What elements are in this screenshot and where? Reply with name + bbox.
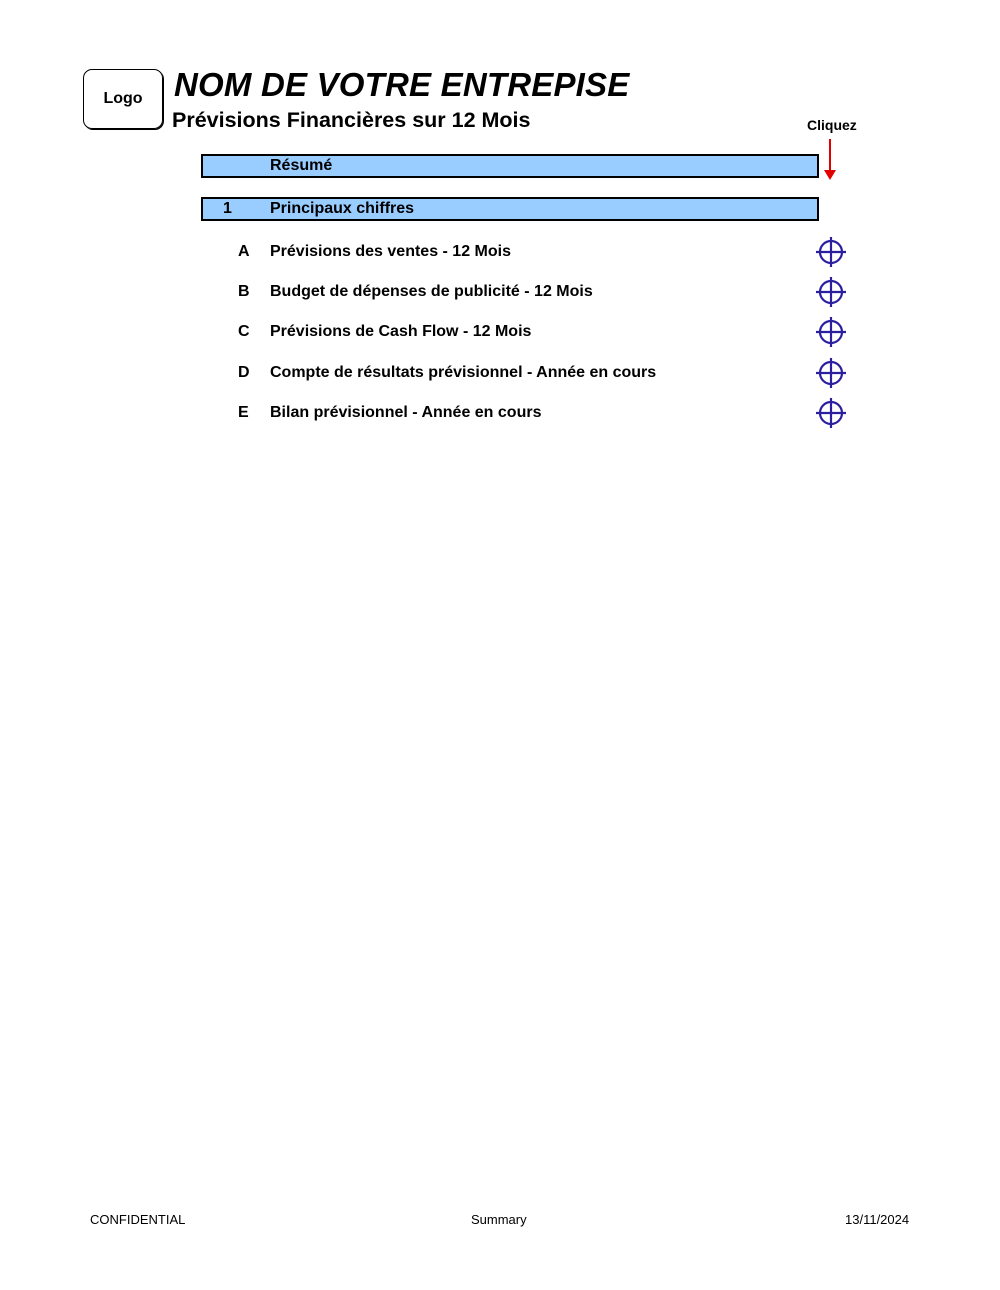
toc-item <box>200 402 860 438</box>
crosshair-target-icon[interactable] <box>815 316 847 348</box>
toc-item <box>200 321 860 357</box>
toc-item-label: Bilan prévisionnel - Année en cours <box>270 404 542 421</box>
summary-band-label: Résumé <box>270 157 333 174</box>
crosshair-target-icon[interactable] <box>815 397 847 429</box>
footer-sheet-name: Summary <box>471 1212 527 1227</box>
company-name: NOM DE VOTRE ENTREPISE <box>174 66 630 103</box>
toc-item-label: Compte de résultats prévisionnel - Année en cours <box>270 364 657 381</box>
toc-item-label: Budget de dépenses de publicité - 12 Mois <box>270 283 593 300</box>
toc-item <box>200 362 860 398</box>
toc-item-label: Prévisions de Cash Flow - 12 Mois <box>270 323 532 340</box>
section-label: Principaux chiffres <box>270 200 415 217</box>
section-number: 1 <box>223 200 232 217</box>
toc-item-letter: C <box>238 323 250 340</box>
toc-item-letter: B <box>238 283 250 300</box>
summary-band[interactable] <box>201 154 819 178</box>
toc-item-letter: D <box>238 364 250 381</box>
crosshair-target-icon[interactable] <box>815 357 847 389</box>
crosshair-target-icon[interactable] <box>815 236 847 268</box>
footer-confidential: CONFIDENTIAL <box>90 1212 186 1227</box>
page-subtitle: Prévisions Financières sur 12 Mois <box>172 108 531 132</box>
crosshair-target-icon[interactable] <box>815 276 847 308</box>
toc-item-letter: E <box>238 404 249 421</box>
footer-date: 13/11/2024 <box>845 1212 910 1227</box>
toc-item-label: Prévisions des ventes - 12 Mois <box>270 243 511 260</box>
section-band[interactable] <box>201 197 819 221</box>
toc-item-letter: A <box>238 243 250 260</box>
down-arrow-icon <box>823 139 837 181</box>
toc-item <box>200 241 860 277</box>
logo-label: Logo <box>103 90 143 107</box>
logo <box>83 69 163 129</box>
toc-item <box>200 281 860 317</box>
click-hint-label: Cliquez <box>807 117 857 133</box>
